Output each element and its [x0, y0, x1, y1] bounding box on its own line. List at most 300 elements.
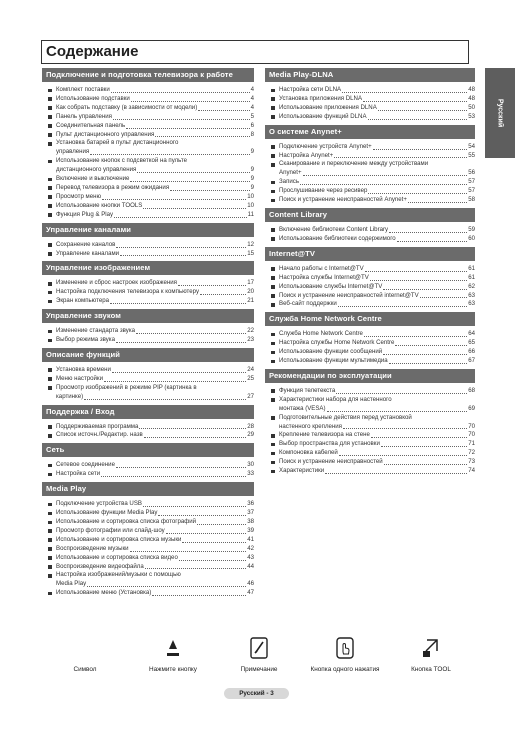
dot-leader	[179, 560, 246, 561]
toc-entry-text: Меню настройки	[56, 374, 104, 382]
toc-entry[interactable]	[271, 143, 475, 152]
toc-page-number: 71	[468, 440, 475, 448]
toc-entry[interactable]	[48, 571, 254, 589]
toc-entry[interactable]	[48, 175, 254, 184]
toc-entry-row	[56, 327, 254, 336]
toc-entry-row	[279, 357, 475, 366]
toc-entry[interactable]	[271, 449, 475, 458]
toc-entry-row	[56, 518, 254, 527]
page-footer: Русский - 3	[224, 688, 289, 699]
dot-leader	[155, 136, 249, 137]
dot-leader	[343, 428, 467, 429]
section-item-list	[42, 366, 254, 402]
toc-entry[interactable]	[271, 226, 475, 235]
toc-entry[interactable]	[271, 330, 475, 339]
toc-entry-text: Функция телетекста	[279, 386, 336, 394]
toc-entry-row	[56, 580, 254, 589]
legend-label: Примечание	[240, 666, 278, 673]
toc-page-number: 37	[247, 509, 254, 517]
language-side-tab	[485, 68, 515, 158]
toc-entry[interactable]	[271, 387, 475, 396]
toc-entry[interactable]	[271, 467, 475, 476]
toc-page-number: 9	[250, 183, 254, 191]
toc-entry-row	[279, 300, 475, 309]
dot-leader	[339, 455, 467, 456]
toc-page-number: 25	[247, 374, 254, 382]
toc-entry-row	[279, 405, 475, 414]
toc-entry[interactable]	[48, 279, 254, 288]
dot-leader	[116, 247, 246, 248]
section-item-list	[42, 461, 254, 479]
toc-entry-text: Крепление телевизора на стене	[279, 431, 370, 439]
dot-leader	[143, 506, 246, 507]
toc-entry-text: Управление каналами	[56, 249, 120, 257]
toc-entry[interactable]	[48, 95, 254, 104]
toc-page-number: 63	[468, 300, 475, 308]
toc-entry[interactable]	[271, 431, 475, 440]
dot-leader	[365, 271, 468, 272]
toc-entry-row	[279, 283, 475, 292]
dot-leader	[364, 336, 467, 337]
toc-entry-text: Поиск и устранение неисправностей Anynet+	[279, 196, 407, 204]
toc-entry-text: Просмотр меню	[56, 192, 102, 200]
toc-page-number: 60	[468, 234, 475, 242]
toc-entry[interactable]	[48, 122, 254, 131]
dot-leader	[336, 393, 467, 394]
toc-entry-text: Использование и сортировка списка музыки	[56, 535, 182, 543]
toc-section	[42, 309, 254, 345]
toc-entry-text: Начало работы с Internet@TV	[279, 264, 364, 272]
toc-entry-text: Воспроизведение видеофайла	[56, 562, 144, 570]
toc-page-number: 17	[247, 279, 254, 287]
toc-entry-row	[279, 235, 475, 244]
toc-entry[interactable]	[271, 339, 475, 348]
toc-page-number: 69	[468, 404, 475, 412]
toc-entry-text: Настройка изображений/музыки с помощью	[56, 571, 181, 579]
toc-entry[interactable]	[271, 265, 475, 274]
dot-leader	[143, 208, 246, 209]
toc-entry[interactable]	[48, 131, 254, 140]
toc-entry[interactable]	[48, 250, 254, 259]
toc-section	[265, 125, 475, 205]
toc-page-number: 50	[468, 103, 475, 111]
toc-entry[interactable]	[48, 327, 254, 336]
toc-entry[interactable]	[48, 113, 254, 122]
toc-page-number: 42	[247, 544, 254, 552]
toc-entry-row	[279, 423, 475, 432]
toc-entry-row	[56, 211, 254, 220]
section-heading: Поддержка / Вход	[42, 405, 254, 419]
toc-entry-row	[279, 95, 475, 104]
toc-page-number: 9	[250, 175, 254, 183]
toc-entry-row	[279, 274, 475, 283]
toc-entry-text: Подключение устройств Anynet+	[279, 142, 372, 150]
toc-entry[interactable]	[271, 283, 475, 292]
toc-entry-text: Использование функции мультимедиа	[279, 357, 388, 365]
dot-leader	[111, 92, 250, 93]
toc-entry[interactable]	[271, 196, 475, 205]
toc-entry-row	[56, 375, 254, 384]
toc-entry-text: Комплект поставки	[56, 86, 110, 93]
dot-leader	[110, 303, 246, 304]
toc-entry[interactable]	[48, 527, 254, 536]
dot-leader	[363, 101, 467, 102]
toc-entry-row	[56, 175, 254, 184]
toc-entry-text: Соединительная панель	[56, 121, 126, 129]
toc-page-number: 15	[247, 249, 254, 257]
toc-entry-text: Характеристики набора для настенного	[279, 395, 392, 403]
toc-page-number: 5	[250, 112, 254, 120]
toc-entry[interactable]	[48, 518, 254, 527]
toc-entry-text: дистанционного управления	[56, 166, 137, 174]
toc-entry-text: Настройка Anynet+	[279, 151, 334, 159]
toc-entry-text: Использование кнопок с подсветкой на пульте	[56, 157, 187, 165]
toc-entry[interactable]	[48, 375, 254, 384]
toc-entry[interactable]	[271, 95, 475, 104]
toc-entry-text: Установка времени	[56, 365, 111, 373]
legend-item-press	[130, 636, 216, 673]
dot-leader	[381, 446, 467, 447]
toc-entry[interactable]	[271, 160, 475, 178]
toc-entry-row	[56, 461, 254, 470]
toc-section	[42, 68, 254, 220]
toc-entry-row	[279, 339, 475, 348]
section-item-list	[42, 500, 254, 598]
toc-entry[interactable]	[271, 414, 475, 432]
toc-entry-text: Настройка службы Internet@TV	[279, 273, 369, 281]
toc-entry-text: Настройка сети DLNA	[279, 86, 342, 93]
symbol-legend	[42, 636, 474, 676]
dot-leader	[116, 342, 246, 343]
dot-leader	[197, 524, 246, 525]
toc-section	[265, 312, 475, 366]
dot-leader	[114, 217, 247, 218]
dot-leader	[198, 110, 249, 111]
toc-entry-text: управления	[56, 148, 90, 156]
section-heading: Internet@TV	[265, 247, 475, 261]
section-heading: О системе Anynet+	[265, 125, 475, 139]
toc-page-number: 68	[468, 386, 475, 394]
legend-item-note	[216, 636, 302, 673]
legend-blank	[72, 636, 98, 660]
toc-entry[interactable]	[271, 300, 475, 309]
toc-entry[interactable]	[48, 384, 254, 402]
toc-entry-text: Поиск и устранение неисправностей internet@TV	[279, 291, 419, 299]
toc-entry[interactable]	[48, 589, 254, 598]
toc-entry[interactable]	[48, 193, 254, 202]
toc-entry-row	[56, 536, 254, 545]
toc-entry[interactable]	[271, 178, 475, 187]
toc-entry[interactable]	[48, 563, 254, 572]
toc-page-number: 48	[468, 94, 475, 102]
dot-leader	[170, 190, 249, 191]
toc-entry-text: Сканирование и переключение между устройствами	[279, 160, 429, 168]
toc-page-number: 33	[247, 470, 254, 478]
dot-leader	[101, 476, 246, 477]
toc-entry[interactable]	[48, 157, 254, 175]
toc-entry-row	[56, 131, 254, 140]
toc-entry[interactable]	[271, 440, 475, 449]
toc-entry-text: Использование службы Internet@TV	[279, 282, 383, 290]
toc-entry-row	[56, 86, 254, 95]
toc-page-number: 6	[250, 121, 254, 129]
toc-entry[interactable]	[48, 461, 254, 470]
toc-entry[interactable]	[271, 113, 475, 122]
toc-entry-row	[56, 563, 254, 572]
toc-page-number: 46	[247, 580, 254, 588]
toc-entry-text: Выбор пространства для установки	[279, 440, 380, 448]
dot-leader	[397, 241, 468, 242]
dot-leader	[373, 149, 468, 150]
section-heading: Управление звуком	[42, 309, 254, 323]
dot-leader	[90, 154, 249, 155]
toc-page-number: 10	[247, 192, 254, 200]
toc-entry[interactable]	[48, 336, 254, 345]
section-item-list	[42, 86, 254, 220]
legend-label: Кнопка TOOL	[411, 666, 451, 673]
section-heading: Media Play	[42, 482, 254, 496]
toc-entry-text: Media Play	[56, 580, 87, 588]
toc-entry-row	[279, 187, 475, 196]
toc-page-number: 11	[247, 210, 254, 218]
toc-entry-text: Характеристики	[279, 467, 325, 475]
toc-page-number: 4	[250, 94, 254, 102]
toc-entry-text: Использование меню (Установка)	[56, 589, 152, 597]
toc-entry-text: Список источн./Редактир. назв	[56, 431, 143, 439]
toc-page-number: 39	[247, 526, 254, 534]
section-item-list	[42, 241, 254, 259]
toc-entry-row	[56, 95, 254, 104]
dot-leader	[327, 411, 468, 412]
toc-entry-row	[56, 589, 254, 598]
toc-entry-row	[279, 113, 475, 122]
legend-item-tool	[388, 636, 474, 673]
toc-page-number: 8	[250, 130, 254, 138]
toc-page-number: 53	[468, 112, 475, 120]
dot-leader	[338, 306, 467, 307]
dot-leader	[87, 586, 246, 587]
toc-entry[interactable]	[48, 86, 254, 95]
one-touch-icon	[332, 636, 358, 660]
dot-leader	[145, 568, 246, 569]
toc-entry[interactable]	[48, 554, 254, 563]
toc-page-number: 38	[247, 518, 254, 525]
dot-leader	[130, 181, 249, 182]
dot-leader	[370, 280, 467, 281]
toc-entry-text: Служба Home Network Centre	[279, 330, 363, 338]
toc-entry[interactable]	[48, 104, 254, 113]
toc-entry-text: Изменение и сброс настроек изображения	[56, 279, 177, 287]
toc-entry-row	[279, 178, 475, 187]
dot-leader	[166, 533, 247, 534]
toc-page-number: 28	[247, 422, 254, 430]
toc-entry-text: Установка батарей в пульт дистанционного	[56, 139, 179, 147]
toc-entry-row	[279, 265, 475, 274]
toc-entry-row	[56, 527, 254, 536]
toc-page-number: 59	[468, 225, 475, 233]
toc-entry[interactable]	[48, 545, 254, 554]
dot-leader	[368, 119, 468, 120]
toc-section	[42, 348, 254, 402]
dot-leader	[136, 333, 246, 334]
toc-entry-row	[279, 169, 475, 178]
toc-entry-row	[56, 288, 254, 297]
toc-entry-text: настенного крепления	[279, 422, 342, 430]
toc-entry-text: Изменение стандарта звука	[56, 327, 136, 335]
toc-page-number: 63	[468, 291, 475, 299]
toc-page-number: 44	[247, 562, 254, 570]
toc-entry[interactable]	[48, 139, 254, 157]
section-item-list	[42, 279, 254, 306]
toc-entry-row	[56, 431, 254, 440]
toc-page-number: 66	[468, 348, 475, 356]
toc-section	[42, 261, 254, 306]
toc-right-column	[265, 68, 475, 479]
toc-entry-row	[56, 193, 254, 202]
toc-page-number: 23	[247, 336, 254, 344]
toc-page-number: 67	[468, 357, 475, 365]
toc-entry-text: Использование функции сообщений	[279, 348, 383, 356]
legend-label: Нажмите кнопку	[149, 666, 197, 673]
dot-leader	[120, 255, 246, 256]
toc-entry[interactable]	[48, 431, 254, 440]
dot-leader	[371, 437, 467, 438]
section-item-list	[42, 423, 254, 441]
toc-entry-row	[56, 104, 254, 113]
toc-left-column	[42, 68, 254, 601]
section-heading: Media Play-DLNA	[265, 68, 475, 82]
legend-label: Символ	[73, 666, 97, 673]
toc-page-number: 4	[250, 103, 254, 111]
toc-page-number: 58	[468, 196, 475, 204]
dot-leader	[104, 381, 246, 382]
toc-entry-text: Как собрать подставку (в зависимости от модели)	[56, 103, 198, 111]
dot-leader	[334, 157, 467, 158]
section-item-list	[42, 327, 254, 345]
dot-leader	[102, 199, 246, 200]
toc-page-number: 47	[247, 589, 254, 597]
toc-page-number: 10	[247, 201, 254, 209]
toc-entry[interactable]	[48, 297, 254, 306]
toc-entry[interactable]	[48, 536, 254, 545]
toc-entry-row	[279, 348, 475, 357]
dot-leader	[300, 184, 467, 185]
section-item-list	[265, 86, 475, 122]
dot-leader	[158, 515, 246, 516]
toc-entry[interactable]	[48, 509, 254, 518]
press-button-icon	[160, 636, 186, 660]
dot-leader	[383, 354, 467, 355]
toc-entry-row	[56, 166, 254, 175]
dot-leader	[389, 363, 468, 364]
toc-entry-text: Использование и сортировка списка фотографий	[56, 518, 197, 525]
dot-leader	[303, 175, 468, 176]
toc-page-number: 74	[468, 467, 475, 475]
toc-entry[interactable]	[271, 274, 475, 283]
dot-leader	[84, 399, 246, 400]
toc-entry[interactable]	[48, 241, 254, 250]
toc-entry-text: Подготовительные действия перед установкой	[279, 413, 412, 421]
dot-leader	[200, 294, 246, 295]
toc-entry-row	[279, 387, 475, 396]
toc-page-number: 65	[468, 339, 475, 347]
toc-entry[interactable]	[271, 235, 475, 244]
toc-page-number: 36	[247, 500, 254, 508]
toc-entry[interactable]	[48, 366, 254, 375]
dot-leader	[126, 128, 249, 129]
section-item-list	[265, 226, 475, 244]
dot-leader	[116, 467, 246, 468]
toc-entry-text: Использование функции Media Play	[56, 509, 158, 517]
toc-entry[interactable]	[271, 458, 475, 467]
dot-leader	[395, 345, 467, 346]
toc-page-number: 41	[247, 535, 254, 543]
toc-page-number: 73	[468, 458, 475, 466]
toc-page-number: 57	[468, 187, 475, 195]
toc-page-number: 64	[468, 330, 475, 338]
toc-entry-text: Экран компьютера	[56, 297, 109, 305]
toc-entry[interactable]	[48, 470, 254, 479]
toc-page-number: 70	[468, 431, 475, 439]
toc-section	[42, 443, 254, 479]
toc-entry[interactable]	[48, 288, 254, 297]
toc-entry[interactable]	[271, 357, 475, 366]
toc-entry-text: Включение и выключение	[56, 175, 130, 183]
toc-page-number: 54	[468, 142, 475, 150]
toc-entry[interactable]	[271, 187, 475, 196]
tool-icon	[418, 636, 444, 660]
toc-entry-row	[56, 470, 254, 479]
toc-entry[interactable]	[48, 211, 254, 220]
section-item-list	[265, 387, 475, 476]
toc-entry[interactable]	[271, 152, 475, 161]
toc-entry[interactable]	[271, 104, 475, 113]
toc-entry-text: Использование приложения DLNA	[279, 103, 377, 111]
toc-entry[interactable]	[48, 184, 254, 193]
toc-entry[interactable]	[271, 292, 475, 301]
toc-page-number: 24	[247, 365, 254, 373]
toc-entry-row	[56, 122, 254, 131]
toc-entry-row	[56, 336, 254, 345]
toc-entry-text: Подключение устройства USB	[56, 500, 142, 508]
toc-entry[interactable]	[48, 500, 254, 509]
page-title-text: Содержание	[46, 43, 139, 60]
toc-entry-text: Запись	[279, 178, 299, 186]
toc-entry-row	[279, 467, 475, 476]
toc-entry-row	[279, 330, 475, 339]
legend-label: Кнопка одного нажатия	[310, 666, 380, 673]
toc-entry-row	[56, 366, 254, 375]
toc-entry-text: Компоновка кабелей	[279, 449, 338, 457]
toc-entry[interactable]	[48, 423, 254, 432]
dot-leader	[368, 193, 467, 194]
toc-entry-row	[56, 148, 254, 157]
section-heading: Рекомендации по эксплуатации	[265, 369, 475, 383]
toc-entry-text: Настройка службы Home Network Centre	[279, 339, 395, 347]
toc-entry[interactable]	[271, 348, 475, 357]
toc-entry-text: Перевод телевизора в режим ожидания	[56, 183, 170, 191]
toc-entry-text: Anynet+	[279, 169, 302, 177]
toc-entry[interactable]	[271, 86, 475, 95]
toc-entry[interactable]	[271, 396, 475, 414]
dot-leader	[137, 172, 249, 173]
dot-leader	[408, 202, 467, 203]
toc-entry[interactable]	[48, 202, 254, 211]
toc-entry-row	[56, 509, 254, 518]
toc-entry-row	[279, 292, 475, 301]
dot-leader	[131, 101, 250, 102]
toc-entry-row	[56, 279, 254, 288]
